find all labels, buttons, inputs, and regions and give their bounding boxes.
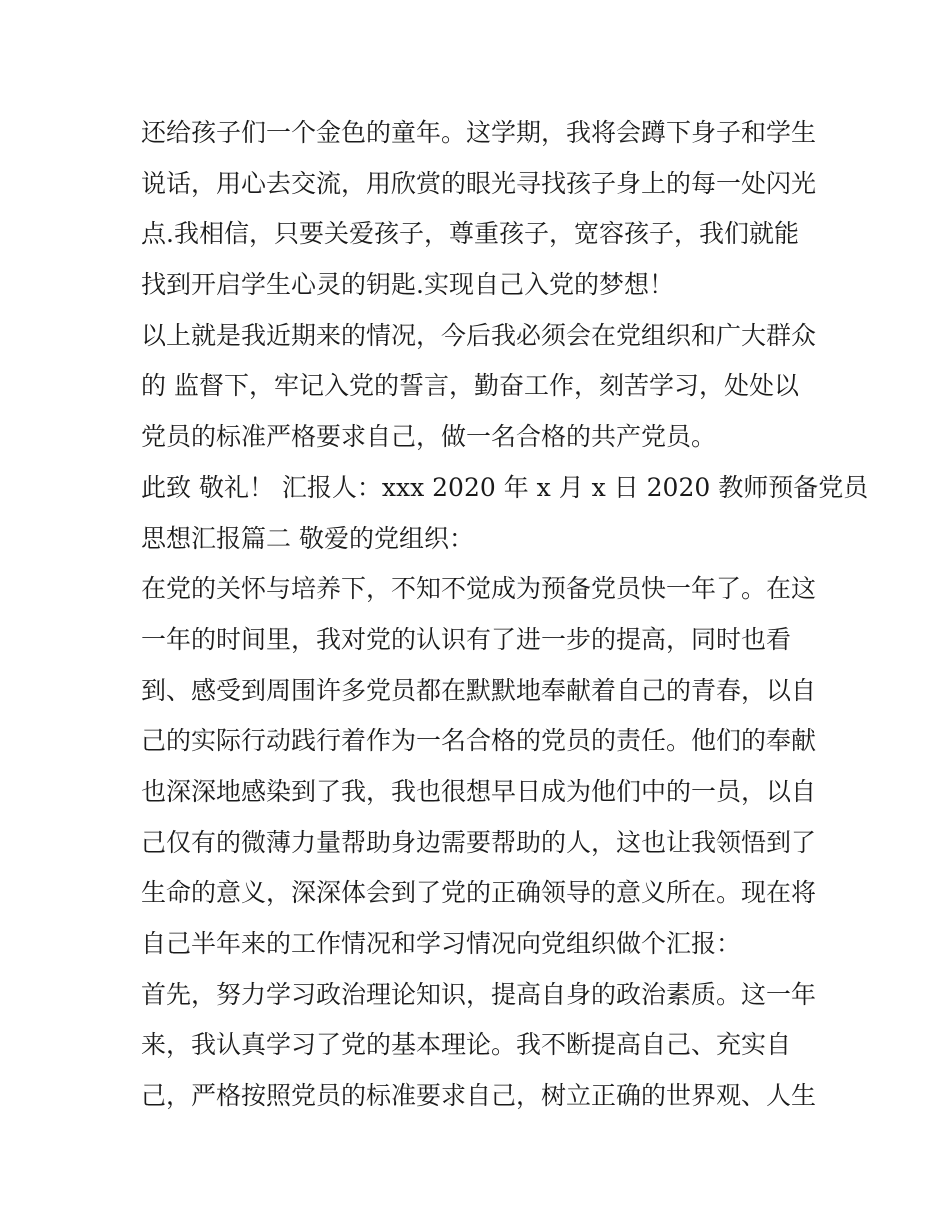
text-line: 还给孩子们一个金色的童年。这学期，我将会蹲下身子和学生 (141, 118, 817, 147)
text-line: 自己半年来的工作情况和学习情况向党组织做个汇报： (141, 929, 742, 958)
text-line: 此致 敬礼！ 汇报人：xxx 2020 年 x 月 x 日 2020 教师预备党员 (141, 472, 869, 502)
text-line: 一年的时间里，我对党的认识有了进一步的提高，同时也看 (141, 624, 792, 654)
text-line: 到、感受到周围许多党员都在默默地奉献着自己的青春，以自 (141, 675, 817, 705)
text-line: 己的实际行动践行着作为一名合格的党员的责任。他们的奉献 (141, 726, 817, 756)
text-line: 党员的标准严格要求自己，做一名合格的共产党员。 (141, 422, 717, 452)
text-line: 的 监督下，牢记入党的誓言，勤奋工作，刻苦学习，处处以 (141, 371, 799, 401)
text-line: 来，我认真学习了党的基本理论。我不断提高自己、充实自 (141, 1030, 792, 1060)
text-line: 己仅有的微薄力量帮助身边需要帮助的人，这也让我领悟到了 (141, 827, 817, 857)
text-line: 首先，努力学习政治理论知识，提高自身的政治素质。这一年 (141, 979, 817, 1009)
document-body (141, 108, 869, 1122)
text-line: 找到开启学生心灵的钥匙.实现自己入党的梦想！ (141, 270, 674, 300)
text-line: 说话，用心去交流，用欣赏的眼光寻找孩子身上的每一处闪光 (141, 168, 817, 198)
text-line: 在党的关怀与培养下，不知不觉成为预备党员快一年了。在这 (141, 574, 817, 604)
text-line: 己，严格按照党员的标准要求自己，树立正确的世界观、人生 (141, 1081, 817, 1111)
text-line: 以上就是我近期来的情况，今后我必须会在党组织和广大群众 (141, 320, 817, 350)
text-line: 点.我相信，只要关爱孩子，尊重孩子，宽容孩子，我们就能 (141, 219, 799, 249)
text-line: 也深深地感染到了我，我也很想早日成为他们中的一员，以自 (141, 776, 817, 806)
text-line: 思想汇报篇二 敬爱的党组织： (141, 523, 474, 553)
text-line: 生命的意义，深深体会到了党的正确领导的意义所在。现在将 (141, 878, 817, 908)
